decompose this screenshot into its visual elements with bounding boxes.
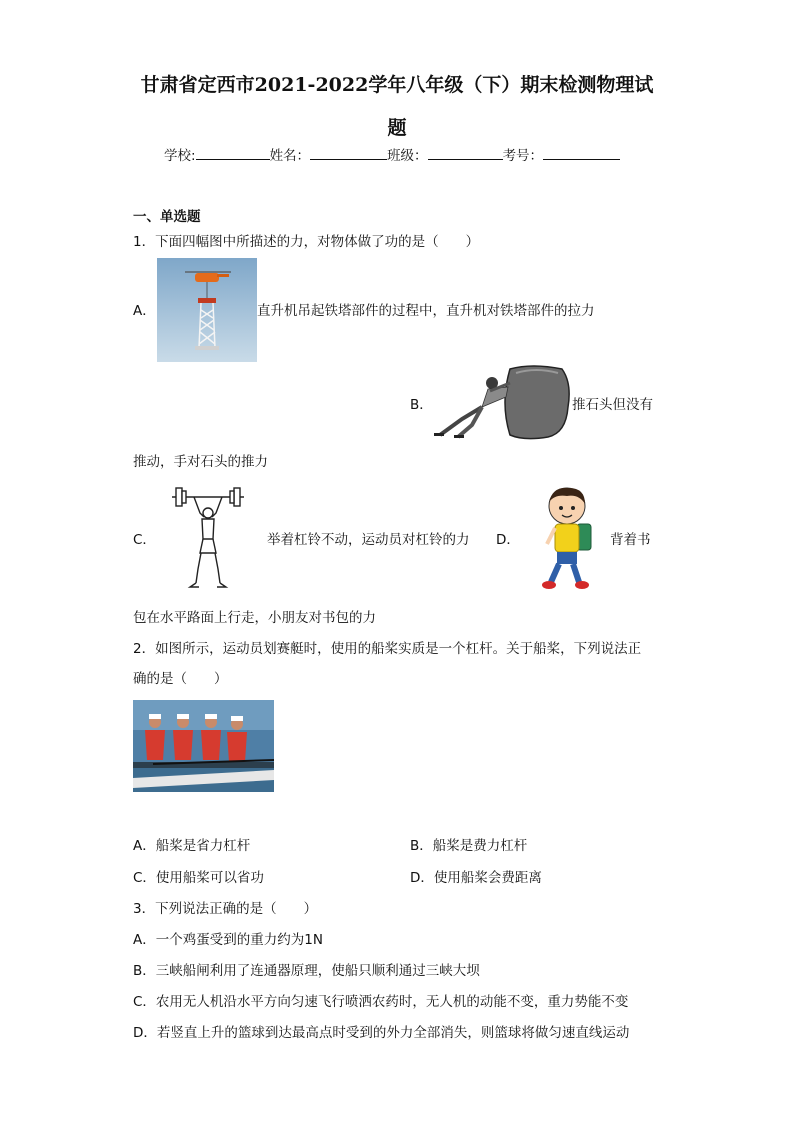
q1-option-c-text: 举着杠铃不动，运动员对杠铃的力 xyxy=(267,532,470,548)
class-field[interactable] xyxy=(428,146,503,160)
page-title-cont: 题 xyxy=(387,117,407,139)
q2-stem-cont: 确的是（ ） xyxy=(133,671,228,687)
q1-option-d-text: 背着书 xyxy=(610,532,651,548)
q1-stem: 1．下面四幅图中所描述的力，对物体做了功的是（ ） xyxy=(133,234,480,250)
exam-number-field[interactable] xyxy=(543,146,620,160)
q2-option-c[interactable]: C．使用船桨可以省功 xyxy=(133,870,264,886)
name-field[interactable] xyxy=(310,146,387,160)
q1-option-c-label[interactable]: C． xyxy=(133,532,156,548)
class-label: 班级： xyxy=(387,148,428,164)
school-label: 学校: xyxy=(164,148,196,164)
student-backpack-image xyxy=(539,484,595,592)
page-title: 甘肃省定西市2021-2022学年八年级（下）期末检测物理试 xyxy=(140,74,654,96)
rowing-photo xyxy=(133,700,274,792)
q1-option-a-text: 直升机吊起铁塔部件的过程中，直升机对铁塔部件的拉力 xyxy=(257,303,595,319)
q1-option-b-text: 推石头但没有 xyxy=(572,397,653,413)
q2-option-d[interactable]: D．使用船桨会费距离 xyxy=(410,870,542,886)
q1-option-d-text-cont: 包在水平路面上行走，小朋友对书包的力 xyxy=(133,610,376,626)
weightlifter-image xyxy=(168,483,248,591)
helicopter-tower-image xyxy=(157,258,257,362)
q3-option-d[interactable]: D．若竖直上升的篮球到达最高点时受到的外力全部消失，则篮球将做匀速直线运动 xyxy=(133,1025,630,1041)
q2-stem: 2．如图所示，运动员划赛艇时，使用的船桨实质是一个杠杆。关于船桨，下列说法正 xyxy=(133,641,642,657)
school-field[interactable] xyxy=(196,146,270,160)
q3-option-a[interactable]: A．一个鸡蛋受到的重力约为1N xyxy=(133,932,323,948)
q1-option-b-label[interactable]: B． xyxy=(410,397,433,413)
section-title: 一、单选题 xyxy=(133,209,201,225)
student-info-line xyxy=(164,146,620,165)
q3-option-b[interactable]: B．三峡船闸利用了连通器原理，使船只顺利通过三峡大坝 xyxy=(133,963,480,979)
exam-number-label: 考号： xyxy=(502,148,544,164)
push-stone-image xyxy=(432,363,572,441)
q1-option-a-label[interactable]: A． xyxy=(133,303,156,319)
q3-option-c[interactable]: C．农用无人机沿水平方向匀速飞行喷洒农药时，无人机的动能不变，重力势能不变 xyxy=(133,994,629,1010)
q2-option-a[interactable]: A．船桨是省力杠杆 xyxy=(133,838,251,854)
q2-option-b[interactable]: B．船桨是费力杠杆 xyxy=(410,838,528,854)
q3-stem: 3．下列说法正确的是（ ） xyxy=(133,901,318,917)
name-label: 姓名： xyxy=(269,148,311,164)
q1-option-d-label[interactable]: D． xyxy=(496,532,520,548)
q1-option-b-text-cont: 推动，手对石头的推力 xyxy=(133,454,268,470)
